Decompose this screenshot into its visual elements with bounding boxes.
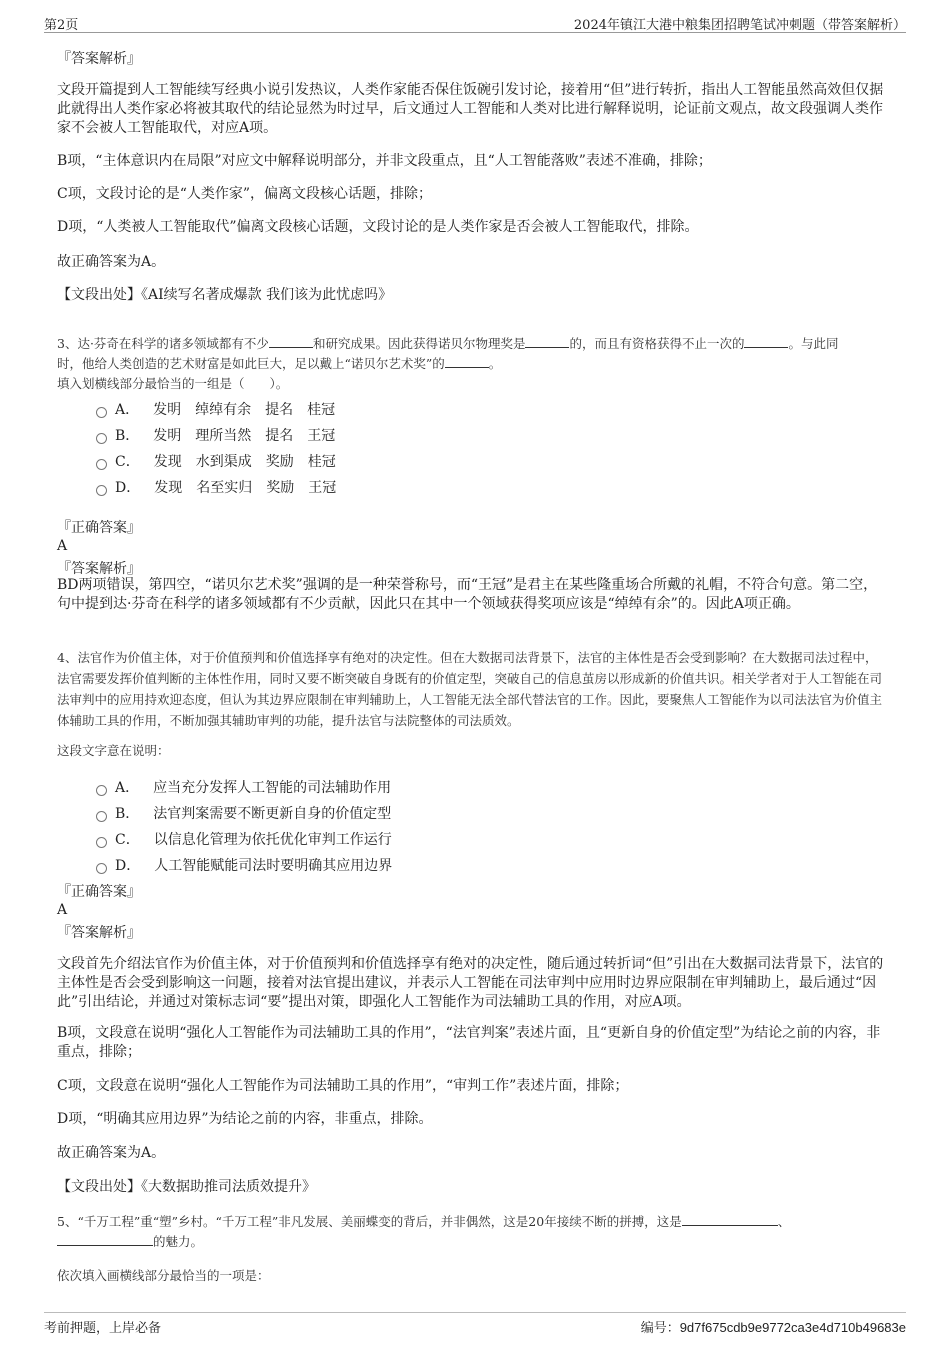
option-d[interactable]: D． 人工智能赋能司法时要明确其应用边界: [96, 855, 392, 875]
option-a[interactable]: A． 应当充分发挥人工智能的司法辅助作用: [96, 777, 391, 797]
blank-line: [445, 355, 489, 368]
explain-paragraph: B项，文段意在说明“强化人工智能作为司法辅助工具的作用”，“法官判案”表述片面，且“更新自身的价值定型”为结论之前的内容，非重点，排除；: [57, 1025, 881, 1060]
explain-paragraph: C项，文段意在说明“强化人工智能作为司法辅助工具的作用”，“审判工作”表述片面，排除；: [57, 1078, 629, 1094]
correct-answer: A: [57, 538, 68, 554]
explain-paragraph: BD两项错误，第四空，“诺贝尔艺术奖”强调的是一种荣誉称号，而“王冠”是君主在某些隆重场合所戴的礼帽，不符合句意。第二空，句中提到达·芬奇在科学的诸多领域都有不少贡献，因此只在其中一个领域获得奖项应该是“绰绰有余”的。因此A项正确。: [57, 577, 878, 612]
explain-conclusion: 故正确答案为A。: [57, 1145, 166, 1161]
correct-answer: A: [57, 902, 68, 918]
answer-explain-label: 『答案解析』: [57, 51, 141, 67]
radio-icon[interactable]: [96, 407, 107, 418]
source-citation: 【文段出处】《AI续写名著成爆款 我们该为此忧虑吗》: [57, 287, 393, 303]
option-d[interactable]: D． 发现 名至实归 奖励 王冠: [96, 477, 350, 497]
blank-line: [57, 1233, 153, 1246]
radio-icon[interactable]: [96, 811, 107, 822]
explain-paragraph: 文段首先介绍法官作为价值主体，对于价值预判和价值选择享有绝对的决定性，随后通过转折词“但”引出在大数据司法背景下，法官的主体性是否会受到影响这一问题，接着对法官提出建议，并表示人工智能在司法审判中应用时边界应限制在审判辅助上，最后通过“因此”引出结论，并通过对策标志词“要”提出对策，即强化人工智能作为司法辅助工具的作用，对应A项。: [57, 956, 884, 1010]
radio-icon[interactable]: [96, 459, 107, 470]
explain-conclusion: 故正确答案为A。: [57, 254, 166, 270]
blank-line: [269, 335, 313, 348]
document-title: 2024年镇江大港中粮集团招聘笔试冲刺题（带答案解析）: [573, 18, 906, 33]
explain-paragraph: D项，“人类被人工智能取代”偏离文段核心话题，文段讨论的是人类作家是否会被人工智能取代，排除。: [57, 219, 699, 235]
page-footer: [44, 1312, 906, 1337]
blank-line: [682, 1213, 778, 1226]
explain-paragraph: C项，文段讨论的是“人类作家”，偏离文段核心话题，排除；: [57, 186, 433, 202]
document-id: 编号：9d7f675cdb9e9772ca3e4d710b49683e: [640, 1320, 906, 1335]
question-prompt: 这段文字意在说明：: [57, 743, 170, 758]
option-a[interactable]: A． 发明 绰绰有余 提名 桂冠: [96, 399, 349, 419]
blank-line: [744, 335, 788, 348]
question-stem: 4、法官作为价值主体，对于价值预判和价值选择享有绝对的决定性。但在大数据司法背景下，法官的主体性是否会受到影响？在大数据司法过程中，法官需要发挥价值判断的主体性作用，同时又要不断突破自身既有的价值定型，突破自己的信息茧房以形成新的价值共识。相关学者对于人工智能在司法审判中的应用持欢迎态度，但认为其边界应限制在审判辅助上，人工智能无法全部代替法官的工作。因此，要聚焦人工智能作为以司法法官为价值主体辅助工具的作用，不断加强其辅助审判的功能，提升法官与法院整体的司法质效。: [57, 650, 883, 728]
page-header: [44, 12, 906, 33]
explain-paragraph: B项，“主体意识内在局限”对应文中解释说明部分，并非文段重点，且“人工智能落败”表述不准确，排除；: [57, 153, 712, 169]
question-prompt: 依次填入画横线部分最恰当的一项是：: [57, 1268, 270, 1283]
radio-icon[interactable]: [96, 863, 107, 874]
answer-explain-label: 『答案解析』: [57, 561, 141, 577]
radio-icon[interactable]: [96, 433, 107, 444]
option-c[interactable]: C． 发现 水到渠成 奖励 桂冠: [96, 451, 350, 471]
correct-answer-label: 『正确答案』: [57, 884, 141, 900]
option-b[interactable]: B． 法官判案需要不断更新自身的价值定型: [96, 803, 391, 823]
correct-answer-label: 『正确答案』: [57, 520, 141, 536]
question-prompt: 填入划横线部分最恰当的一组是（ ）。: [57, 376, 289, 391]
footer-slogan: 考前押题，上岸必备: [44, 1321, 162, 1336]
explain-paragraph: D项，“明确其应用边界”为结论之前的内容，非重点，排除。: [57, 1111, 433, 1127]
blank-line: [525, 335, 569, 348]
question-stem: 5、“千万工程”重“塑”乡村。“千万工程”非凡发展、美丽蝶变的背后，并非偶然，这是20年接续不断的拼搏，这是 、 的魅力。: [57, 1214, 791, 1249]
explain-paragraph: 文段开篇提到人工智能续写经典小说引发热议，人类作家能否保住饭碗引发讨论，接着用“但”进行转折，指出人工智能虽然高效但仅据此就得出人类作家必将被其取代的结论显然为时过早，后文通过人工智能和人类对比进行解释说明，论证前文观点，故文段强调人类作家不会被人工智能取代，对应A项。: [57, 82, 884, 136]
page-number: 第2页: [44, 18, 79, 33]
radio-icon[interactable]: [96, 785, 107, 796]
question-stem: 3、达·芬奇在科学的诸多领域都有不少 和研究成果。因此获得诺贝尔物理奖是 的，而且有资格获得不止一次的 。与此同 时，他给人类创造的艺术财富是如此巨大，足以戴上“诺贝尔艺术奖”的 。 填入划横线部分最恰当的一组是（ ）。: [57, 336, 839, 391]
option-c[interactable]: C． 以信息化管理为依托优化审判工作运行: [96, 829, 392, 849]
radio-icon[interactable]: [96, 485, 107, 496]
option-b[interactable]: B． 发明 理所当然 提名 王冠: [96, 425, 349, 445]
answer-explain-label: 『答案解析』: [57, 925, 141, 941]
radio-icon[interactable]: [96, 837, 107, 848]
source-citation: 【文段出处】《大数据助推司法质效提升》: [57, 1179, 316, 1195]
